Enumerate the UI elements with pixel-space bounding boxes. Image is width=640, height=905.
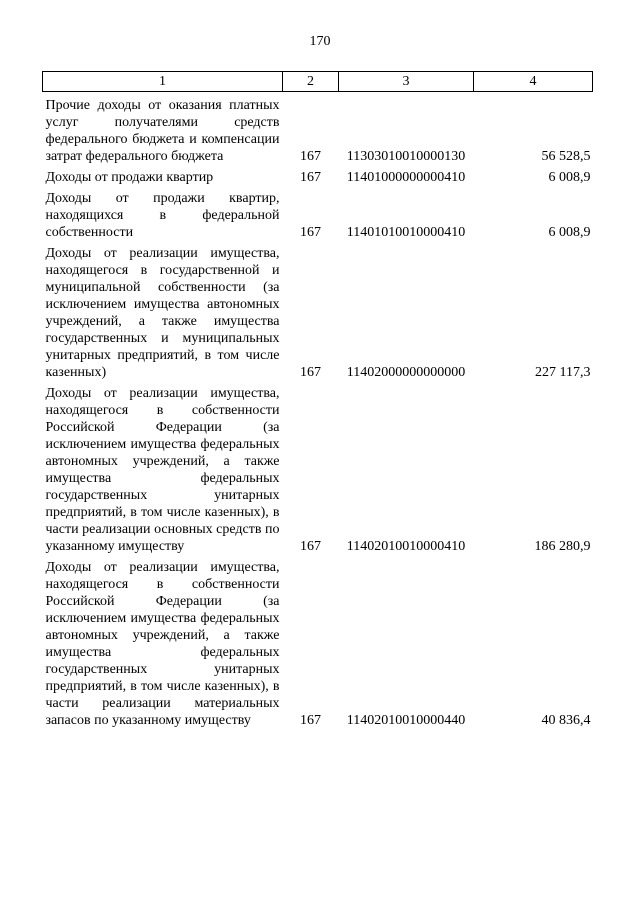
- row-description: Доходы от продажи квартир: [45, 170, 214, 185]
- header-row: [43, 72, 593, 92]
- row-code: 11402010010000410: [346, 539, 466, 554]
- row-description: Прочие доходы от оказания платных услуг получателями средств федерального бюджета и компенсации затрат федерального бюджета: [45, 98, 280, 164]
- row-chapter: 167: [300, 170, 321, 185]
- row-description: Доходы от реализации имущества, находящегося в собственности Российской Федерации (за исключением имущества федеральных автономных учреждений, а также имущества федеральных государственных унитарных предприятий, в том числе казенных), в части реализации основных средств по указанному имуществу: [45, 386, 280, 554]
- row-amount: 186 280,9: [534, 539, 591, 554]
- table-row: [43, 245, 593, 385]
- row-chapter: 167: [300, 225, 321, 240]
- table-row: [43, 92, 593, 170]
- table-row: [43, 190, 593, 245]
- row-chapter: 167: [300, 713, 321, 728]
- row-description: Доходы от продажи квартир, находящихся в федеральной собственности: [45, 191, 280, 240]
- row-chapter: 167: [300, 149, 321, 164]
- table-row: [43, 385, 593, 559]
- column-header-code: 3: [339, 72, 474, 92]
- row-code: 11402000000000000: [346, 365, 466, 380]
- row-code: 11402010010000440: [346, 713, 466, 728]
- row-code: 11303010010000130: [346, 149, 466, 164]
- column-header-description: 1: [43, 72, 283, 92]
- table-row: [43, 559, 593, 733]
- column-header-amount: 4: [474, 72, 593, 92]
- row-code: 11401000000000410: [346, 170, 466, 185]
- row-amount: 6 008,9: [548, 225, 591, 240]
- row-description: Доходы от реализации имущества, находящегося в собственности Российской Федерации (за исключением имущества федеральных автономных учреждений, а также имущества федеральных государственных унитарных предприятий, в том числе казенных), в части реализации материальных запасов по указанному имуществу: [45, 560, 280, 728]
- row-amount: 56 528,5: [541, 149, 591, 164]
- row-amount: 227 117,3: [535, 365, 591, 380]
- page-number: 170: [309, 34, 331, 49]
- budget-revenue-table: [42, 71, 593, 733]
- row-code: 11401010010000410: [346, 225, 466, 240]
- row-description: Доходы от реализации имущества, находящегося в государственной и муниципальной собственности (за исключением имущества автономных учреждений, а также имущества государственных и муниципальных унитарных предприятий, в том числе казенных): [45, 246, 280, 380]
- row-chapter: 167: [300, 365, 321, 380]
- table-row: [43, 169, 593, 190]
- row-amount: 6 008,9: [548, 170, 591, 185]
- row-chapter: 167: [300, 539, 321, 554]
- column-header-chapter: 2: [283, 72, 339, 92]
- row-amount: 40 836,4: [541, 713, 591, 728]
